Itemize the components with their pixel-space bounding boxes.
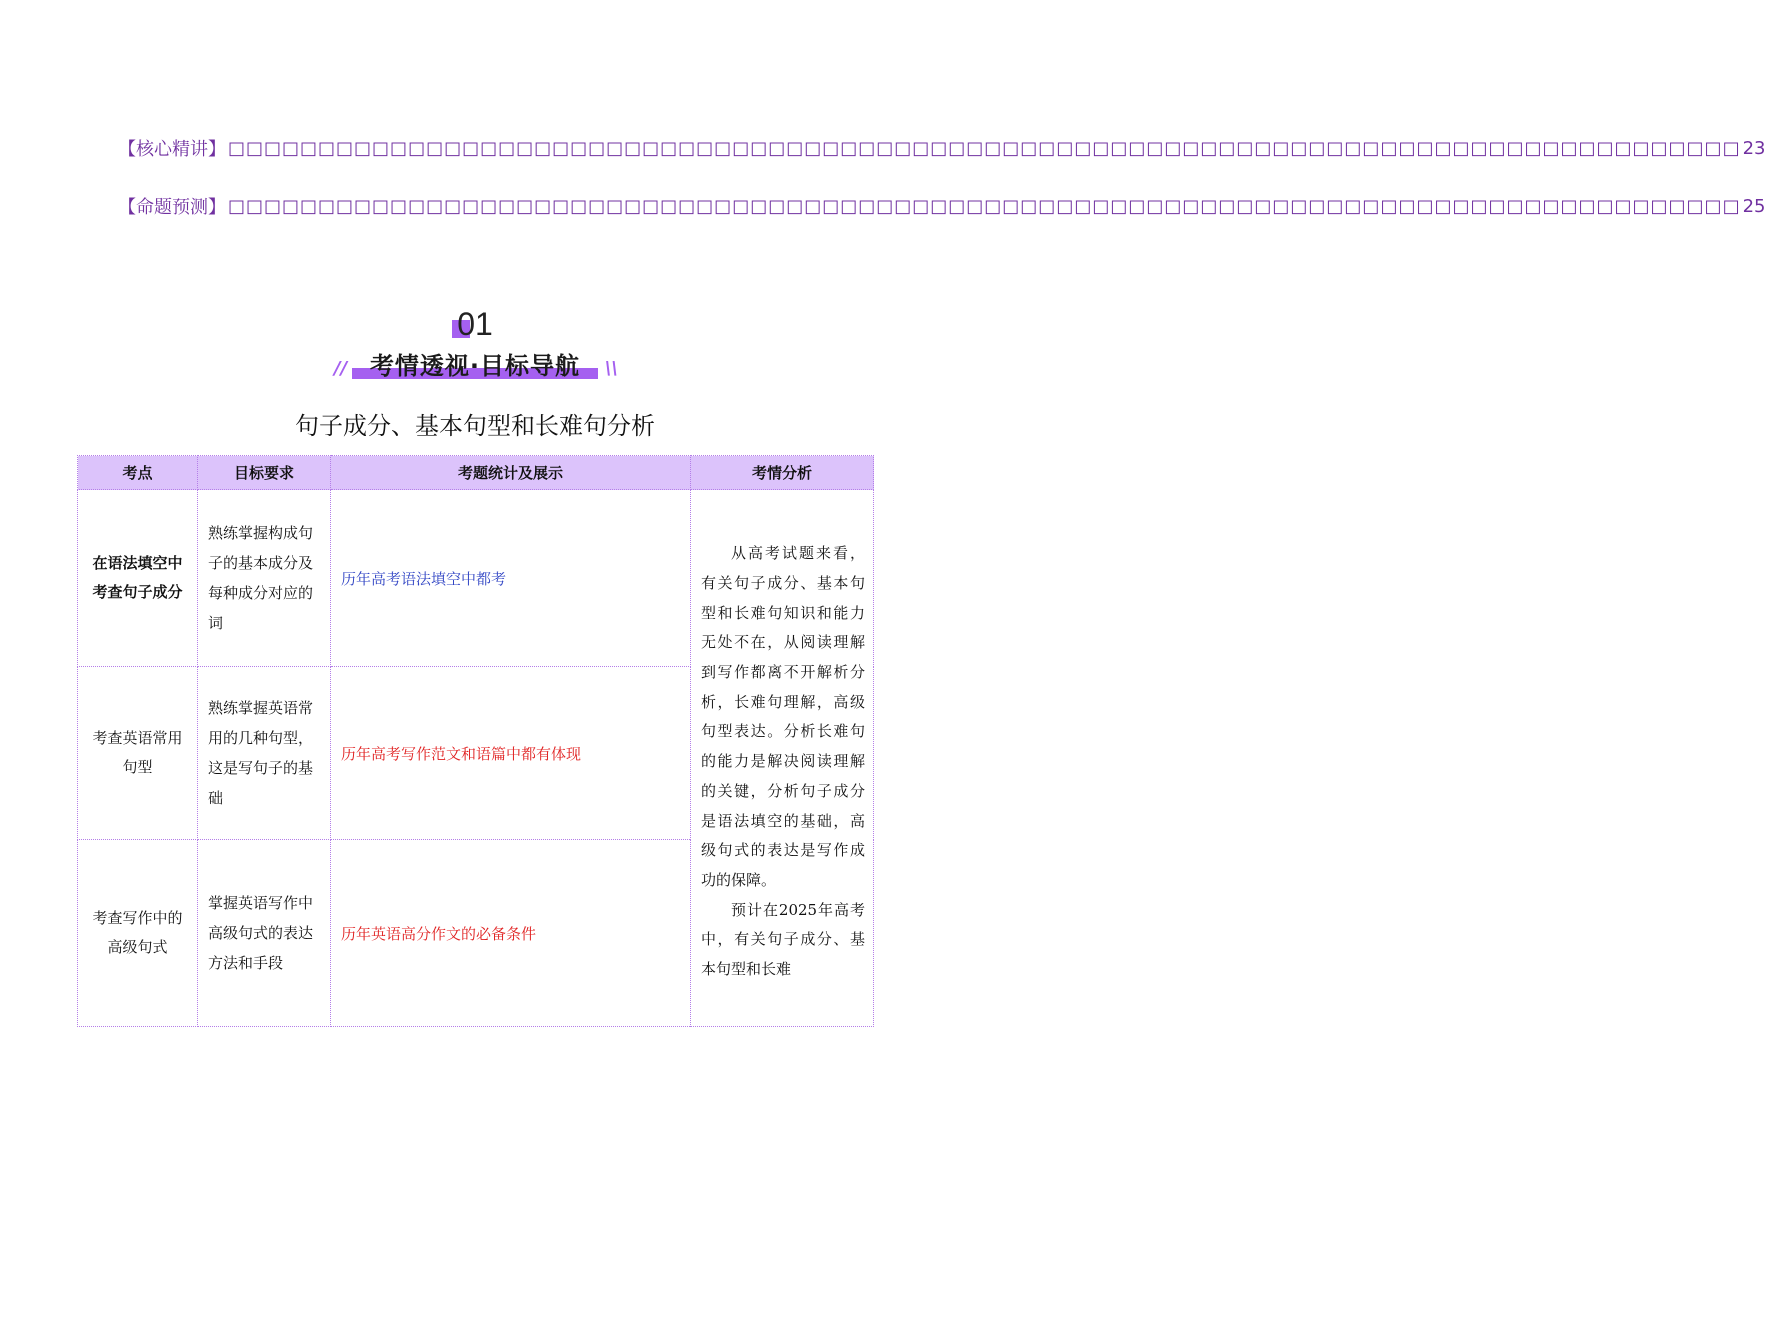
topic-cell: 考查写作中的高级句式	[78, 840, 198, 1027]
toc-page-number: 23	[1742, 137, 1765, 159]
section-number: 01	[457, 306, 493, 342]
stats-cell: 历年高考写作范文和语篇中都有体现	[331, 667, 691, 840]
toc-label: 【命题预测】	[118, 197, 226, 218]
slash-decoration-right: \\	[604, 358, 618, 379]
topic-cell: 在语法填空中考查句子成分	[78, 490, 198, 667]
section-title: 考情透视·目标导航	[369, 352, 581, 380]
table-row	[78, 490, 874, 667]
slash-decoration-left: //	[334, 358, 348, 379]
toc-leader: □□□□□□□□□□□□□□□□□□□□□□□□□□□□□□□□□□□□□□□□□□□□□□□□□□□□□□□□□□□□□□□□□□□□□□□□□□□□□□□□□□□□	[228, 195, 1741, 217]
analysis-paragraph: 从高考试题来看，有关句子成分、基本句型和长难句知识和能力无处不在，从阅读理解到写作都离不开解析分析，长难句理解，高级句型表达。分析长难句的能力是解决阅读理解的关键，分析句子成分是语法填空的基础，高级句式的表达是写作成功的保障。	[701, 544, 865, 889]
header-stats: 考题统计及展示	[331, 456, 691, 490]
stats-cell: 历年高考语法填空中都考	[331, 490, 691, 667]
toc-entry-core[interactable]	[118, 133, 1765, 163]
goal-cell: 熟练掌握英语常用的几种句型，这是写句子的基础	[198, 667, 331, 840]
header-topic: 考点	[78, 456, 198, 490]
exam-analysis-table	[77, 455, 874, 1027]
toc-page-number: 25	[1742, 195, 1765, 217]
table-header-row	[78, 456, 874, 490]
toc-label: 【核心精讲】	[118, 139, 226, 160]
goal-cell: 熟练掌握构成句子的基本成分及每种成分对应的词	[198, 490, 331, 667]
toc-entry-prediction[interactable]	[118, 191, 1765, 221]
header-analysis: 考情分析	[691, 456, 874, 490]
goal-cell: 掌握英语写作中高级句式的表达方法和手段	[198, 840, 331, 1027]
stats-cell: 历年英语高分作文的必备条件	[331, 840, 691, 1027]
topic-cell: 考查英语常用句型	[78, 667, 198, 840]
document-title: 句子成分、基本句型和长难句分析	[295, 412, 655, 440]
analysis-cell	[691, 490, 874, 1027]
header-goal: 目标要求	[198, 456, 331, 490]
section-badge	[330, 306, 620, 390]
toc-leader: □□□□□□□□□□□□□□□□□□□□□□□□□□□□□□□□□□□□□□□□□□□□□□□□□□□□□□□□□□□□□□□□□□□□□□□□□□□□□□□□□□□□	[228, 137, 1741, 159]
analysis-paragraph: 预计在2025年高考中，有关句子成分、基本句型和长难	[701, 900, 865, 979]
